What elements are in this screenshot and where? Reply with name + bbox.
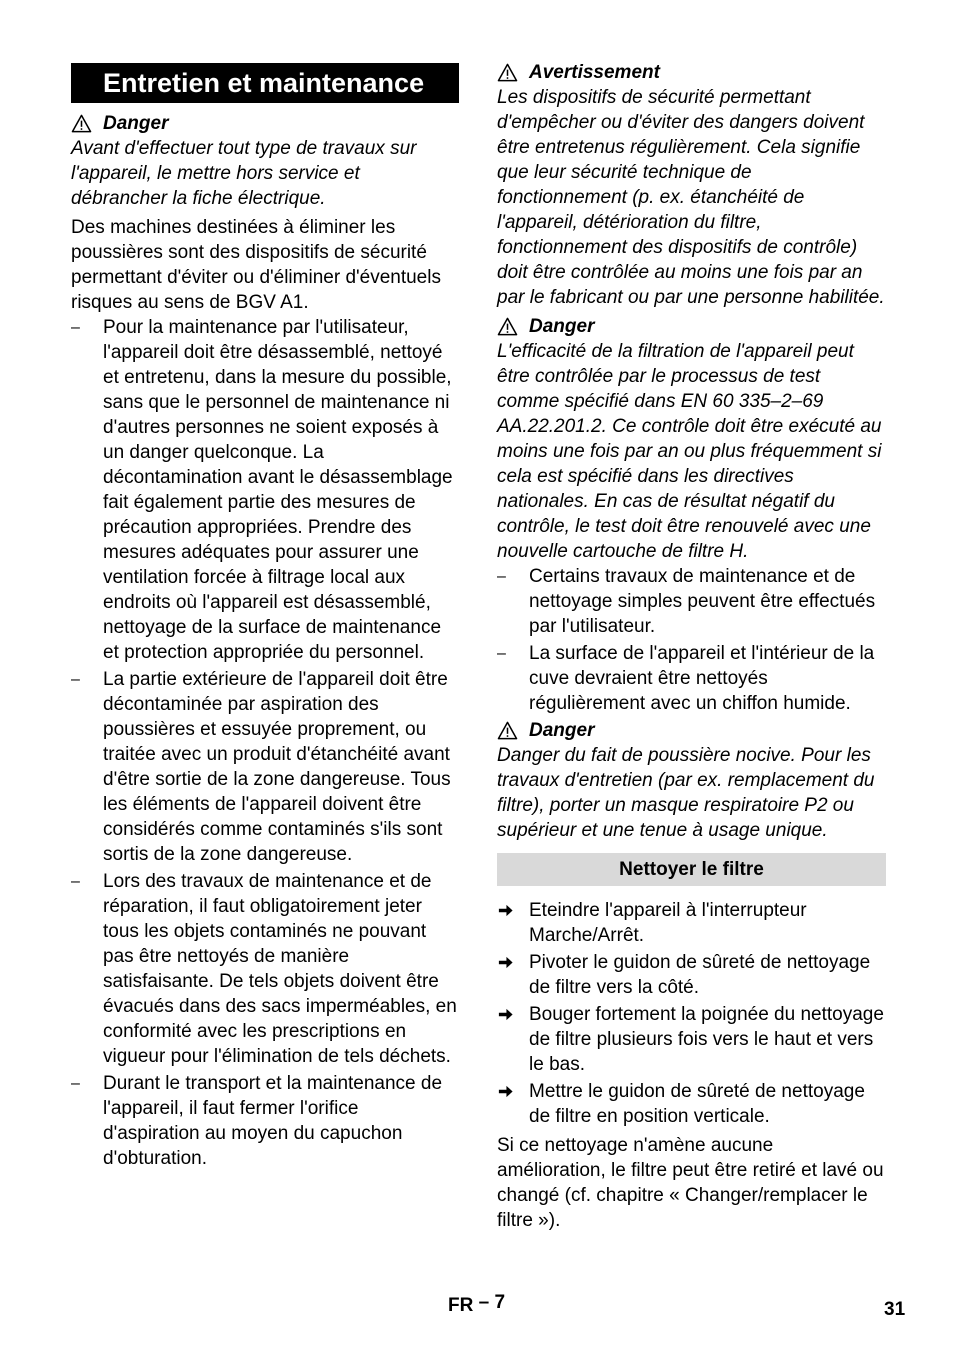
danger-heading [497, 718, 886, 743]
list-item [71, 667, 459, 867]
dash-marker: – [71, 1075, 80, 1092]
danger-text: L'efficacité de la filtration de l'appareil peut être contrôlée par le processus de test comme spécifié dans EN 60 335–2–69 AA.22.201.2. Ce contrôle doit être exécuté au moins une fois par an ou plus fréquemment si cela est spécifié dans les directives nationales. En cas de résultat négatif du contrôle, le test doit être renouvelé avec une nouvelle cartouche de filtre H. [497, 341, 882, 562]
warning-heading [497, 60, 886, 85]
section-title: Entretien et maintenance [71, 63, 459, 103]
list-item [71, 1071, 459, 1171]
step-text: Pivoter le guidon de sûreté de nettoyage de filtre vers la côté. [529, 952, 871, 998]
danger-heading [71, 111, 459, 136]
page-number: 31 [884, 1299, 906, 1320]
warning-heading-label: Avertissement [529, 62, 660, 83]
list-item [71, 869, 459, 1069]
list-item [497, 564, 886, 639]
arrow-right-icon [497, 1002, 529, 1030]
danger-heading [497, 314, 886, 339]
danger-heading-label: Danger [529, 316, 595, 337]
warning-triangle-icon [497, 63, 518, 82]
list-item-text: Durant le transport et la maintenance de l'appareil, il faut fermer l'orifice d'aspiration au moyen du capuchon d'obturation. [103, 1073, 443, 1169]
arrow-right-icon [497, 1079, 529, 1107]
list-item-text: La surface de l'appareil et l'intérieur de la cuve devraient être nettoyés régulièrement avec un chiffon humide. [529, 643, 875, 714]
step-text: Mettre le guidon de sûreté de nettoyage de filtre en position verticale. [529, 1081, 865, 1127]
footer-lang: FR [448, 1295, 474, 1316]
cleaning-list [497, 564, 886, 716]
step-item [497, 950, 886, 1000]
danger-text: Danger du fait de poussière nocive. Pour les travaux d'entretien (par ex. remplacement du filtre), porter un masque respiratoire P2 ou supérieur et une tenue à usage unique. [497, 745, 875, 841]
maintenance-list [71, 315, 459, 1171]
step-list [497, 898, 886, 1129]
warning-triangle-icon [497, 317, 518, 336]
step-item [497, 898, 886, 948]
arrow-right-icon [497, 898, 529, 926]
list-item-text: La partie extérieure de l'appareil doit être décontaminée par aspiration des poussières et essuyée proprement, ou traitée avec un produit d'étanchéité avant d'être sortie de la zone dangereuse. Tous les éléments de l'appareil doivent être considérés comme contaminés s'ils sont sortis de la zone dangereuse. [103, 669, 451, 865]
dash-marker: – [71, 671, 80, 688]
outro-paragraph: Si ce nettoyage n'amène aucune amélioration, le filtre peut être retiré et lavé ou changé (cf. chapitre « Changer/remplacer le filtre »). [497, 1135, 884, 1231]
step-item [497, 1002, 886, 1077]
list-item-text: Certains travaux de maintenance et de nettoyage simples peuvent être effectués par l'utilisateur. [529, 566, 876, 637]
right-column [497, 60, 886, 1233]
warning-triangle-icon [497, 721, 518, 740]
warning-text: Les dispositifs de sécurité permettant d'empêcher ou d'éviter des dangers doivent être entretenus régulièrement. Cela signifie que leur sécurité technique de fonctionnement (p. ex. étanchéité de l'appareil, détérioration du filtre, fonctionnement des dispositifs de contrôle) doit être contrôlée au moins une fois par an par le fabricant ou par une personne habilitée. [497, 87, 885, 308]
list-item [497, 641, 886, 716]
step-text: Eteindre l'appareil à l'interrupteur Marche/Arrêt. [529, 900, 807, 946]
subsection-title: Nettoyer le filtre [497, 853, 886, 886]
dash-marker: – [71, 319, 80, 336]
dash-marker: – [497, 645, 506, 662]
list-item [71, 315, 459, 665]
dash-marker: – [71, 873, 80, 890]
warning-triangle-icon [71, 114, 92, 133]
step-text: Bouger fortement la poignée du nettoyage de filtre plusieurs fois vers le haut et vers le bas. [529, 1004, 884, 1075]
danger-heading-label: Danger [103, 113, 169, 134]
list-item-text: Pour la maintenance par l'utilisateur, l'appareil doit être désassemblé, nettoyé et entretenu, dans la mesure du possible, sans que le personnel de maintenance ni d'autres personnes ne soient exposés à un danger quelconque. La décontamination avant le désassemblage fait également partie des mesures de précaution appropriées. Prendre des mesures adéquates pour assurer une ventilation forcée à filtrage local aux endroits où l'appareil est désassemblé, nettoyage de la surface de maintenance et protection appropriée du personnel. [103, 317, 453, 663]
footer-language [448, 1292, 506, 1317]
arrow-right-icon [497, 950, 529, 978]
step-item [497, 1079, 886, 1129]
list-item-text: Lors des travaux de maintenance et de réparation, il faut obligatoirement jeter tous les objets contaminés ne pouvant pas être nettoyés de manière satisfaisante. De tels objets doivent être évacués dans des sacs imperméables, en conformité avec les prescriptions en vigueur pour l'élimination de tels déchets. [103, 871, 457, 1067]
dash-marker: – [497, 568, 506, 585]
left-column [71, 60, 459, 1173]
footer-section-page: – 7 [478, 1292, 506, 1313]
danger-heading-label: Danger [529, 720, 595, 741]
intro-paragraph: Des machines destinées à éliminer les poussières sont des dispositifs de sécurité permettant d'éviter ou d'éliminer d'éventuels risques au sens de BGV A1. [71, 217, 441, 313]
danger-text: Avant d'effectuer tout type de travaux sur l'appareil, le mettre hors service et débrancher la fiche électrique. [71, 138, 417, 209]
